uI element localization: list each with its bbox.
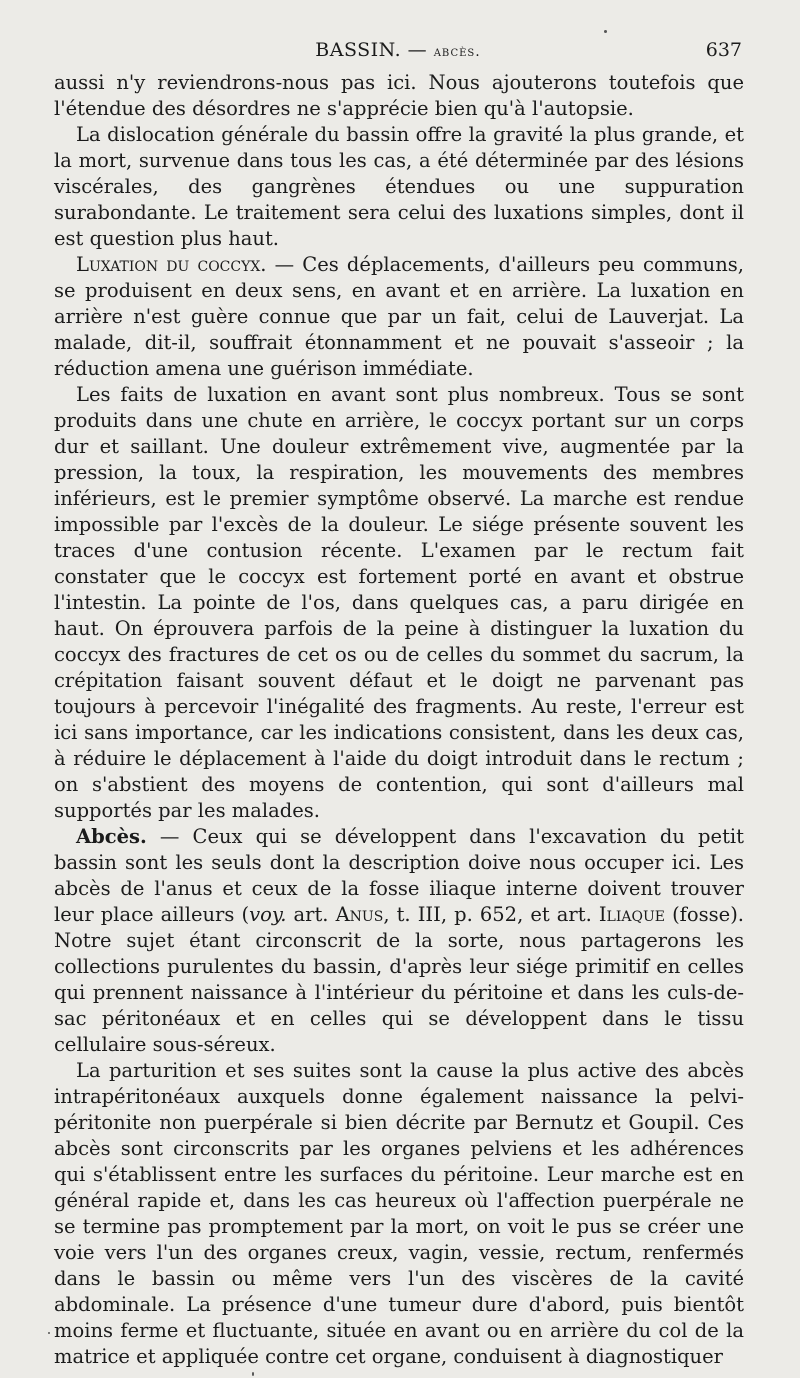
running-title-main: BASSIN. —: [315, 39, 428, 61]
paragraph-luxation-coccyx-text: — Ces déplacements, d'ailleurs peu communs, se produisent en deux sens, en avant et en arrière. La luxation en arrière n'est guère connue que par un fait, celui de Lauverjat. La malade, dit-il, souffrait étonnamment et ne pouvait s'asseoir ; la réduction amena une guérison immédiate.: [54, 253, 744, 380]
abces-text-d: (fosse). Notre sujet étant circonscrit de la sorte, nous partagerons les collections purulentes du bassin, d'après leur siége primitif en celles qui prennent naissance à l'intérieur du péritoine et dans les culs-de-sac péritonéaux et en celles qui se développent dans le tissu cellulaire sous-séreux.: [54, 903, 745, 1056]
paragraph-abces: [54, 824, 744, 1058]
section-heading-abces: Abcès.: [76, 825, 147, 848]
abces-voy: voy.: [249, 903, 287, 926]
paragraph-continuation: aussi n'y reviendrons-nous pas ici. Nous ajouterons toutefois que l'étendue des désordres ne s'apprécie bien qu'à l'autopsie.: [54, 71, 744, 120]
running-title: [54, 36, 742, 66]
section-heading-luxation-coccyx: Luxation du coccyx.: [76, 253, 267, 276]
paragraph-luxation-avant: Les faits de luxation en avant sont plus nombreux. Tous se sont produits dans une chute en arrière, le coccyx portant sur un corps dur et saillant. Une douleur extrêmement vive, augmentée par la pression, la toux, la respiration, les mouvements des membres inférieurs, est le premier symptôme observé. La marche est rendue impossible par l'excès de la douleur. Le siége présente souvent les traces d'une contusion récente. L'examen par le rectum fait constater que le coccyx est fortement porté en avant et obstrue l'intestin. La pointe de l'os, dans quelques cas, a paru dirigée en haut. On éprouvera parfois de la peine à distinguer la luxation du coccyx des fractures de cet os ou de celles du sommet du sacrum, la crépitation faisant souvent défaut et le doigt ne parvenant pas toujours à percevoir l'inégalité des fragments. Au reste, l'erreur est ici sans importance, car les indications consistent, dans les deux cas, à réduire le déplacement à l'aide du doigt introduit dans le rectum ; on s'abstient des moyens de contention, qui sont d'ailleurs mal supportés par les malades.: [54, 383, 744, 822]
page-number: 637: [705, 39, 742, 61]
page-header: [54, 36, 742, 64]
abces-text-a: — Ceux qui se développent dans l'excavation du petit bassin sont les seuls dont la description doive nous occuper ici. Les abcès de l'anus et ceux de la fosse iliaque interne doivent trouver leur place ailleurs (: [54, 825, 744, 926]
paragraph-dislocation: La dislocation générale du bassin offre la gravité la plus grande, et la mort, survenue dans tous les cas, a été déterminée par des lésions viscérales, des gangrènes étendues ou une suppuration surabondante. Le traitement sera celui des luxations simples, dont il est question plus haut.: [54, 123, 744, 250]
running-title-section: abcès.: [433, 44, 481, 60]
paragraph-luxation-coccyx: [54, 252, 744, 382]
paper-speck: [604, 30, 607, 33]
paragraph-parturition: La parturition et ses suites sont la cause la plus active des abcès intrapéritonéaux auxquels donne également naissance la pelvi-péritonite non puerpérale si bien décrite par Bernutz et Goupil. Ces abcès sont circonscrits par les organes pelviens et les adhérences qui s'établissent entre les surfaces du péritoine. Leur marche est en général rapide et, dans les cas heureux où l'affection puerpérale ne se termine pas promptement par la mort, on voit le pus se créer une voie vers l'un des organes creux, vagin, vessie, rectum, renfermés dans le bassin ou même vers l'un des viscères de la cavité abdominale. La présence d'une tumeur dure d'abord, puis bientôt moins ferme et fluctuante, située en avant ou en arrière du col de la matrice et appliquée contre cet organe, conduisent à diagnostiquer: [54, 1059, 744, 1368]
abces-text-c: , t. III, p. 652, et art.: [383, 903, 599, 926]
cross-ref-iliaque: Iliaque: [598, 903, 665, 926]
paper-speck: [252, 1372, 254, 1376]
cross-ref-anus: Anus: [335, 903, 384, 926]
paper-speck: [48, 1332, 50, 1334]
body-text: [54, 70, 744, 1370]
abces-text-b: art.: [286, 903, 336, 926]
